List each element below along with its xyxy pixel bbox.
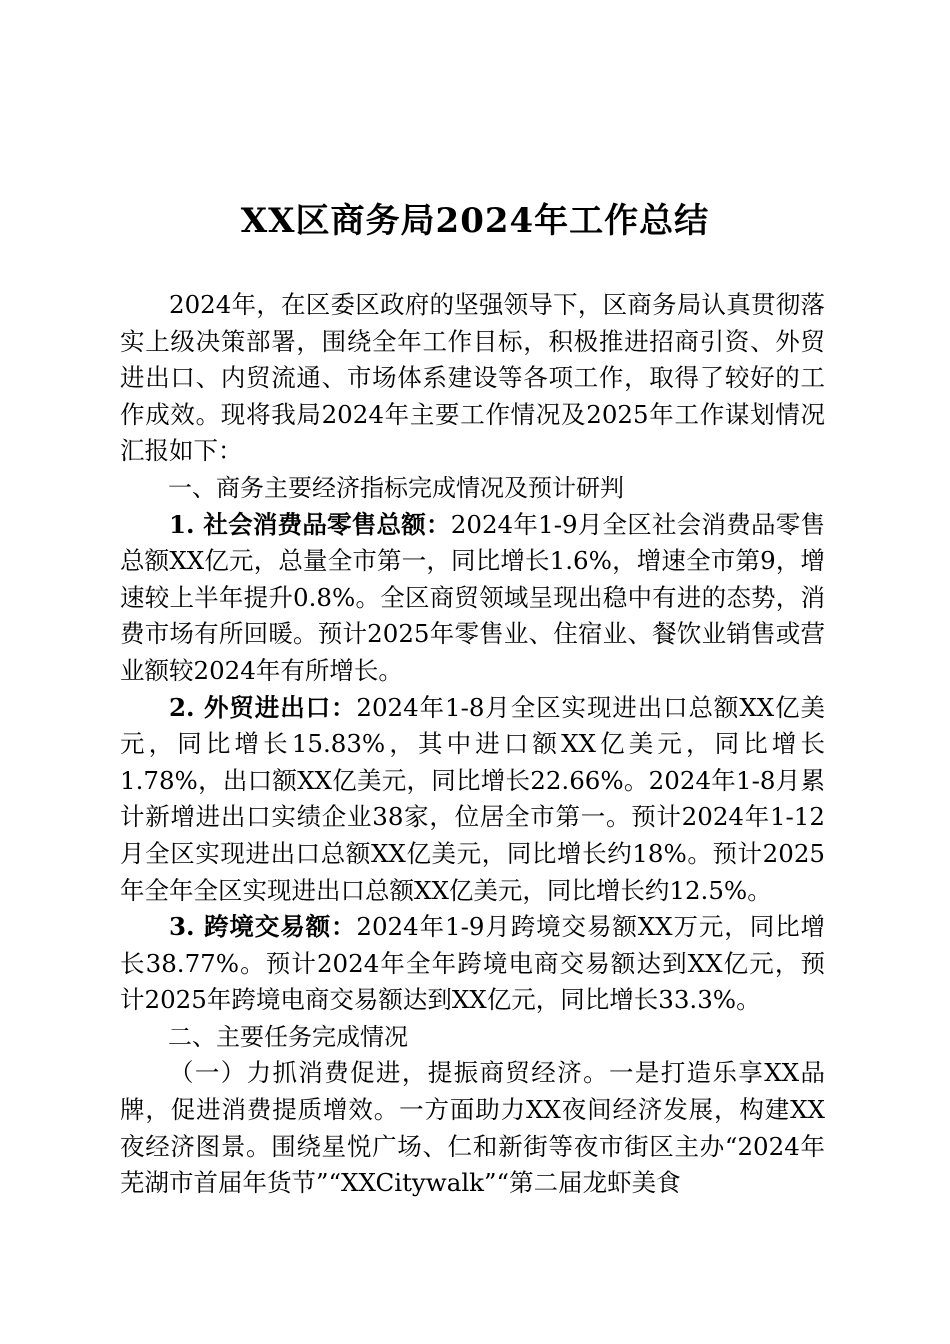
item-retail-sales	[120, 507, 825, 690]
section-2-text: 一是打造乐享XX品牌，促进消费提质增效。一方面助力XX夜间经济发展，构建XX夜经济图景。围绕星悦广场、仁和新街等夜市街区主办“2024年芜湖市首届年货节”“XXCitywalk”“第二届龙虾美食	[120, 1058, 825, 1198]
item-cross-border	[120, 909, 825, 1019]
intro-paragraph: 2024年，在区委区政府的坚强领导下，区商务局认真贯彻落实上级决策部署，围绕全年工作目标，积极推进招商引资、外贸进出口、内贸流通、市场体系建设等各项工作，取得了较好的工作成效。现将我局2024年主要工作情况及2025年工作谋划情况汇报如下：	[120, 290, 825, 466]
section-2-heading: 二、主要任务完成情况	[168, 1022, 408, 1051]
item-foreign-trade	[120, 690, 825, 910]
document-title: XX区商务局2024年工作总结	[240, 201, 710, 241]
item-retail-sales-text: 2024年1-9月全区社会消费品零售总额XX亿元，总量全市第一，同比增长1.6%，增速全市第9，增速较上半年提升0.8%。全区商贸领域呈现出稳中有进的态势，消费市场有所回暖。预计2025年零售业、住宿业、餐饮业销售或营业额较2024年有所增长。	[120, 509, 825, 685]
item-cross-border-text: 2024年1-9月跨境交易额XX万元，同比增长38.77%。预计2024年全年跨境电商交易额达到XX亿元，预计2025年跨境电商交易额达到XX亿元，同比增长33.3%。	[120, 912, 825, 1015]
section-2-paragraph	[120, 1055, 825, 1201]
item-foreign-trade-label: 2. 外贸进出口：	[169, 692, 357, 722]
item-foreign-trade-text: 2024年1-8月全区实现进出口总额XX亿美元，同比增长15.83%，其中进口额XX亿美元，同比增长1.78%，出口额XX亿美元，同比增长22.66%。2024年1-8月累计新增进出口实绩企业38家，位居全市第一。预计2024年1-12月全区实现进出口总额XX亿美元，同比增长约18%。预计2025年全年全区实现进出口总额XX亿美元，同比增长约12.5%。	[120, 692, 825, 905]
section-1-heading: 一、商务主要经济指标完成情况及预计研判	[168, 473, 624, 502]
item-retail-sales-label: 1. 社会消费品零售总额：	[169, 509, 451, 539]
item-cross-border-label: 3. 跨境交易额：	[169, 912, 357, 942]
document-body	[120, 287, 825, 1202]
section-2-sub-label: （一）力抓消费促进，提振商贸经济。	[169, 1058, 609, 1088]
